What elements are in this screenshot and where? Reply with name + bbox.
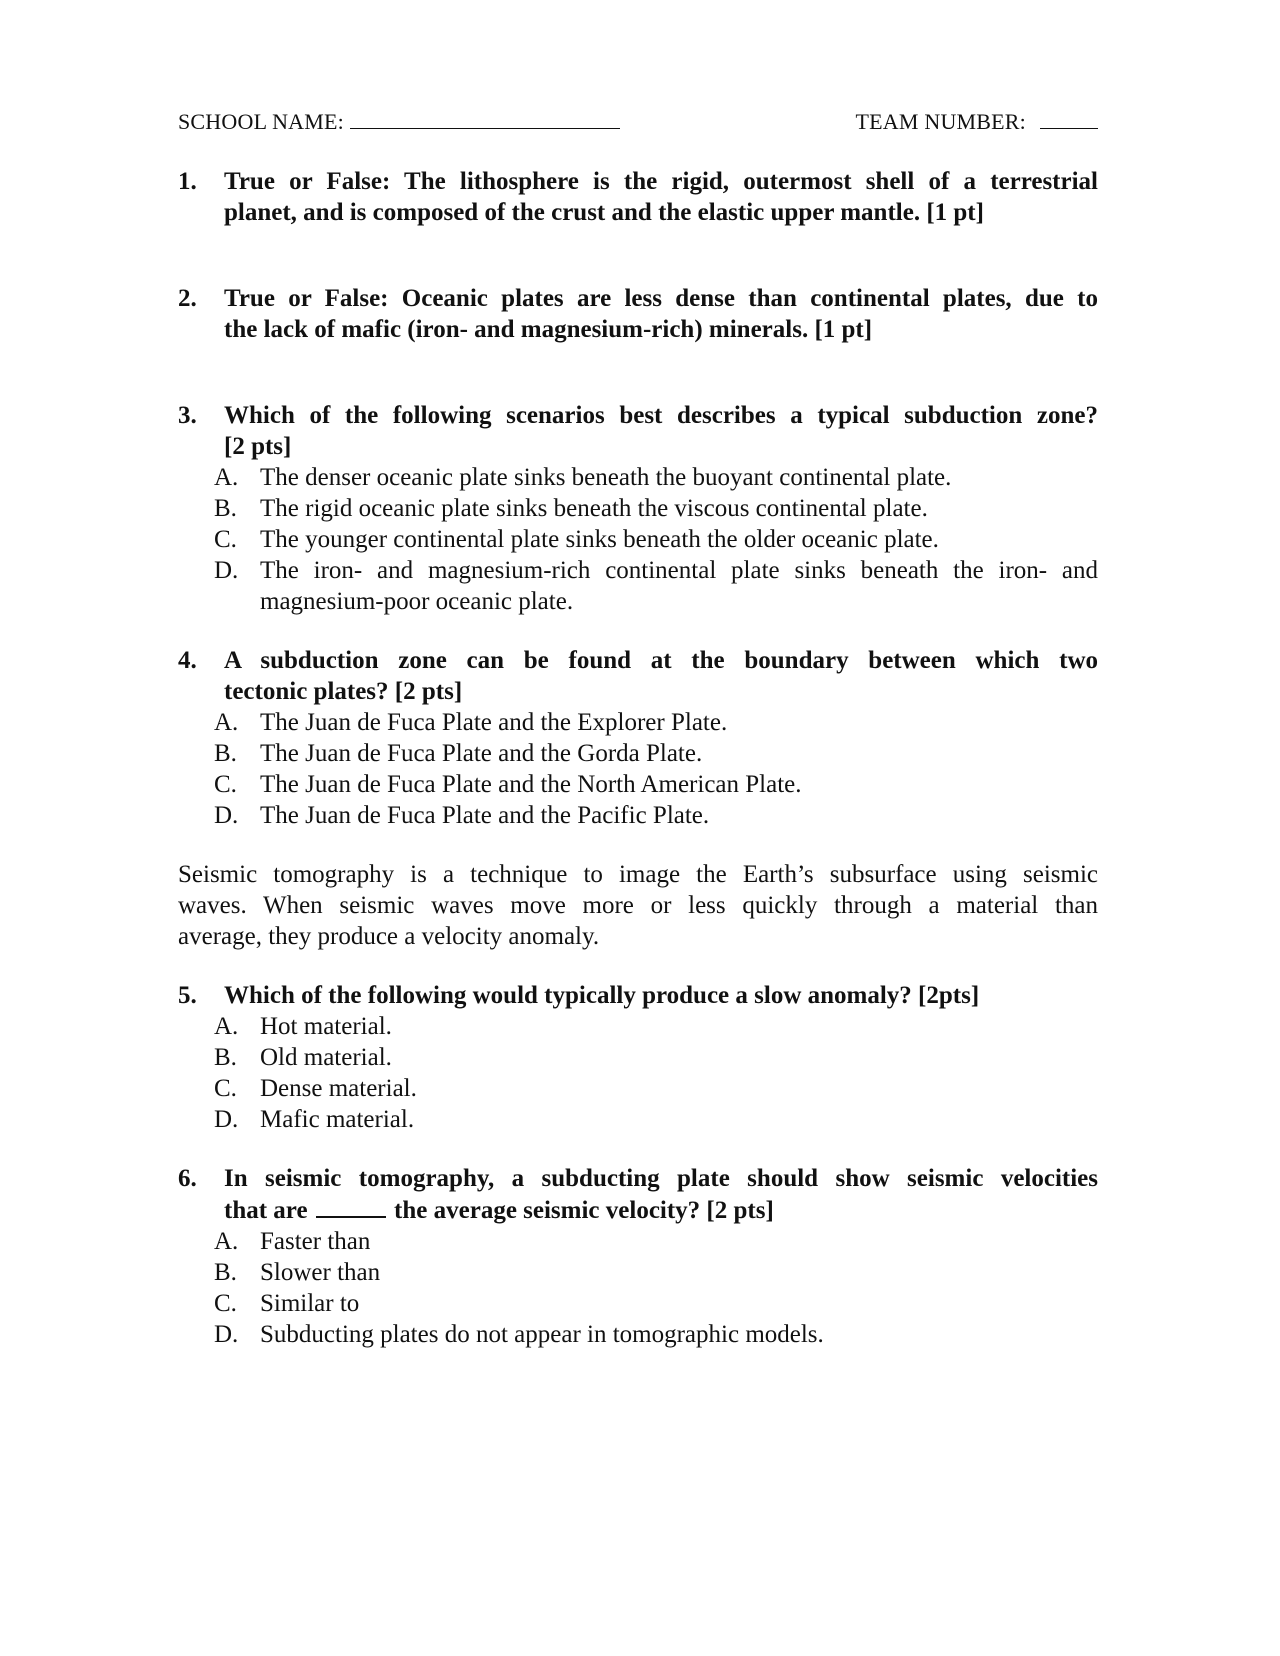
- option-letter: C.: [214, 1075, 237, 1102]
- question-4: [178, 645, 1098, 831]
- option-letter: A.: [214, 464, 239, 491]
- option-letter: C.: [214, 771, 237, 798]
- school-name-label: SCHOOL NAME:: [178, 109, 344, 134]
- option-b[interactable]: [214, 1257, 1098, 1288]
- question-5: [178, 980, 1098, 1135]
- question-number: 5.: [178, 982, 197, 1009]
- answer-options: [214, 1011, 1098, 1135]
- option-letter: B.: [214, 1044, 237, 1071]
- question-text: [224, 1163, 1098, 1226]
- question-number: 4.: [178, 647, 197, 674]
- option-text: The rigid oceanic plate sinks beneath the viscous continental plate.: [260, 495, 928, 522]
- option-text: The iron- and magnesium-rich continental plate sinks beneath the iron- and: [260, 557, 1098, 584]
- option-d[interactable]: [214, 1104, 1098, 1135]
- question-text: [224, 400, 1098, 462]
- question-2: [178, 283, 1098, 345]
- paragraph-line: Seismic tomography is a technique to image the Earth’s subsurface using seismic: [178, 861, 1098, 888]
- question-line-start: that are: [224, 1197, 308, 1224]
- question-text: [224, 980, 1098, 1011]
- exam-page: [178, 100, 1098, 1375]
- fill-in-blank[interactable]: [316, 1194, 386, 1218]
- question-text: [224, 283, 1098, 345]
- school-name-field: [178, 108, 620, 135]
- option-text: The Juan de Fuca Plate and the Pacific Plate.: [260, 802, 710, 829]
- question-1: [178, 166, 1098, 228]
- option-d[interactable]: [214, 1319, 1098, 1350]
- option-c[interactable]: [214, 769, 1098, 800]
- team-number-field: [856, 108, 1098, 135]
- option-letter: A.: [214, 1228, 239, 1255]
- question-number: 3.: [178, 402, 197, 429]
- option-b[interactable]: [214, 738, 1098, 769]
- option-text: magnesium-poor oceanic plate.: [260, 588, 574, 615]
- question-line: True or False: The lithosphere is the rigid, outermost shell of a terrestrial: [224, 168, 1098, 195]
- school-name-blank[interactable]: [350, 108, 620, 129]
- option-letter: D.: [214, 557, 239, 584]
- paragraph-line: average, they produce a velocity anomaly.: [178, 923, 600, 950]
- question-line: [224, 1194, 1098, 1226]
- question-line: Which of the following scenarios best describes a typical subduction zone?: [224, 402, 1098, 429]
- question-line: [2 pts]: [224, 433, 292, 460]
- question-3: [178, 400, 1098, 617]
- question-number: 2.: [178, 285, 197, 312]
- question-text: [224, 645, 1098, 707]
- option-letter: A.: [214, 1013, 239, 1040]
- option-text: Old material.: [260, 1044, 392, 1071]
- team-number-label: TEAM NUMBER:: [855, 109, 1026, 134]
- option-text: Hot material.: [260, 1013, 392, 1040]
- option-c[interactable]: [214, 1073, 1098, 1104]
- option-text: Similar to: [260, 1290, 360, 1317]
- option-text: The Juan de Fuca Plate and the Gorda Plate.: [260, 740, 703, 767]
- option-c[interactable]: [214, 1288, 1098, 1319]
- question-line: Which of the following would typically produce a slow anomaly? [2pts]: [224, 982, 980, 1009]
- option-letter: B.: [214, 495, 237, 522]
- option-text: The Juan de Fuca Plate and the North American Plate.: [260, 771, 802, 798]
- option-b[interactable]: [214, 493, 1098, 524]
- option-text: Subducting plates do not appear in tomographic models.: [260, 1321, 824, 1348]
- option-letter: D.: [214, 802, 239, 829]
- option-text: Mafic material.: [260, 1106, 415, 1133]
- seismic-tomography-intro: [178, 859, 1098, 952]
- option-text: The younger continental plate sinks beneath the older oceanic plate.: [260, 526, 939, 553]
- paragraph-line: waves. When seismic waves move more or less quickly through a material than: [178, 892, 1098, 919]
- option-letter: A.: [214, 709, 239, 736]
- option-a[interactable]: [214, 1011, 1098, 1042]
- answer-options: [214, 462, 1098, 617]
- question-number: 1.: [178, 168, 197, 195]
- question-line: In seismic tomography, a subducting plate should show seismic velocities: [224, 1165, 1098, 1192]
- option-d[interactable]: [214, 800, 1098, 831]
- option-text: The Juan de Fuca Plate and the Explorer Plate.: [260, 709, 728, 736]
- option-c[interactable]: [214, 524, 1098, 555]
- option-a[interactable]: [214, 707, 1098, 738]
- option-text: Dense material.: [260, 1075, 417, 1102]
- question-line: tectonic plates? [2 pts]: [224, 678, 463, 705]
- option-letter: C.: [214, 1290, 237, 1317]
- question-line: A subduction zone can be found at the boundary between which two: [224, 647, 1098, 674]
- question-number: 6.: [178, 1165, 197, 1192]
- option-letter: D.: [214, 1321, 239, 1348]
- question-line: the lack of mafic (iron- and magnesium-rich) minerals. [1 pt]: [224, 316, 873, 343]
- option-letter: D.: [214, 1106, 239, 1133]
- question-6: [178, 1163, 1098, 1350]
- option-a[interactable]: [214, 462, 1098, 493]
- exam-header: [178, 100, 1098, 140]
- option-text: Slower than: [260, 1259, 381, 1286]
- question-text: [224, 166, 1098, 228]
- question-line-end: the average seismic velocity? [2 pts]: [394, 1197, 774, 1224]
- question-line: True or False: Oceanic plates are less dense than continental plates, due to: [224, 285, 1098, 312]
- answer-options: [214, 707, 1098, 831]
- option-b[interactable]: [214, 1042, 1098, 1073]
- option-letter: B.: [214, 1259, 237, 1286]
- option-a[interactable]: [214, 1226, 1098, 1257]
- answer-options: [214, 1226, 1098, 1350]
- team-number-blank[interactable]: [1040, 108, 1098, 129]
- option-letter: C.: [214, 526, 237, 553]
- option-letter: B.: [214, 740, 237, 767]
- option-text: Faster than: [260, 1228, 371, 1255]
- option-text: The denser oceanic plate sinks beneath the buoyant continental plate.: [260, 464, 952, 491]
- question-line: planet, and is composed of the crust and the elastic upper mantle. [1 pt]: [224, 199, 984, 226]
- option-d[interactable]: [214, 555, 1098, 617]
